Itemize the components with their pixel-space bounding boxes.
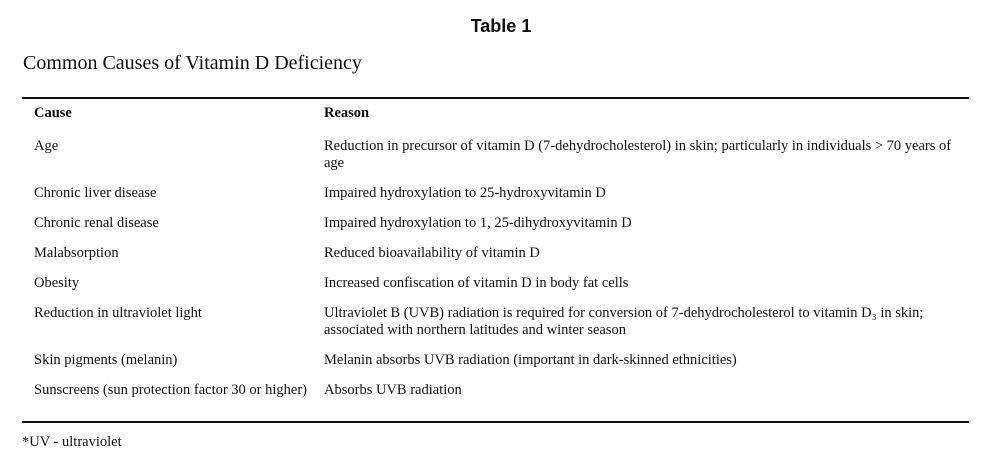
reason-cell: Melanin absorbs UVB radiation (important in dark-skinned ethnicities)	[324, 352, 737, 368]
header-reason: Reason	[324, 105, 370, 121]
cause-cell: Reduction in ultraviolet light	[34, 305, 202, 321]
reason-cell: Impaired hydroxylation to 25-hydroxyvitamin D	[324, 185, 606, 201]
header-cause: Cause	[34, 105, 72, 121]
reason-cell: Reduction in precursor of vitamin D (7-dehydrocholesterol) in skin; particularly in individuals > 70 years of age	[324, 138, 952, 171]
table-row	[34, 215, 964, 245]
table-row	[34, 138, 964, 185]
table-header-row	[34, 105, 964, 138]
cause-cell: Chronic liver disease	[34, 185, 157, 201]
table-footnote: *UV - ultraviolet	[22, 434, 122, 450]
cause-cell: Malabsorption	[34, 245, 119, 261]
cause-cell: Skin pigments (melanin)	[34, 352, 178, 368]
table-row	[34, 382, 964, 412]
vitamin-d-table	[34, 105, 964, 412]
reason-cell: Ultraviolet B (UVB) radiation is required for conversion of 7-dehydrocholesterol to vitamin D₃ in skin; associated with northern latitudes and winter season	[324, 305, 924, 338]
cause-cell: Sunscreens (sun protection factor 30 or higher)	[34, 382, 308, 398]
reason-cell: Increased confiscation of vitamin D in body fat cells	[324, 275, 629, 291]
table-row	[34, 352, 964, 382]
table-caption: Common Causes of Vitamin D Deficiency	[23, 52, 362, 74]
table-label: Table 1	[470, 16, 532, 36]
table-row	[34, 185, 964, 215]
table-row	[34, 305, 964, 352]
cause-cell: Chronic renal disease	[34, 215, 159, 231]
table-row	[34, 275, 964, 305]
bottom-rule	[22, 421, 969, 423]
cause-cell: Age	[34, 138, 59, 154]
reason-cell: Impaired hydroxylation to 1, 25-dihydroxyvitamin D	[324, 215, 632, 231]
table-row	[34, 245, 964, 275]
top-rule	[22, 97, 969, 99]
reason-cell: Absorbs UVB radiation	[324, 382, 462, 398]
reason-cell: Reduced bioavailability of vitamin D	[324, 245, 540, 261]
cause-cell: Obesity	[34, 275, 80, 291]
